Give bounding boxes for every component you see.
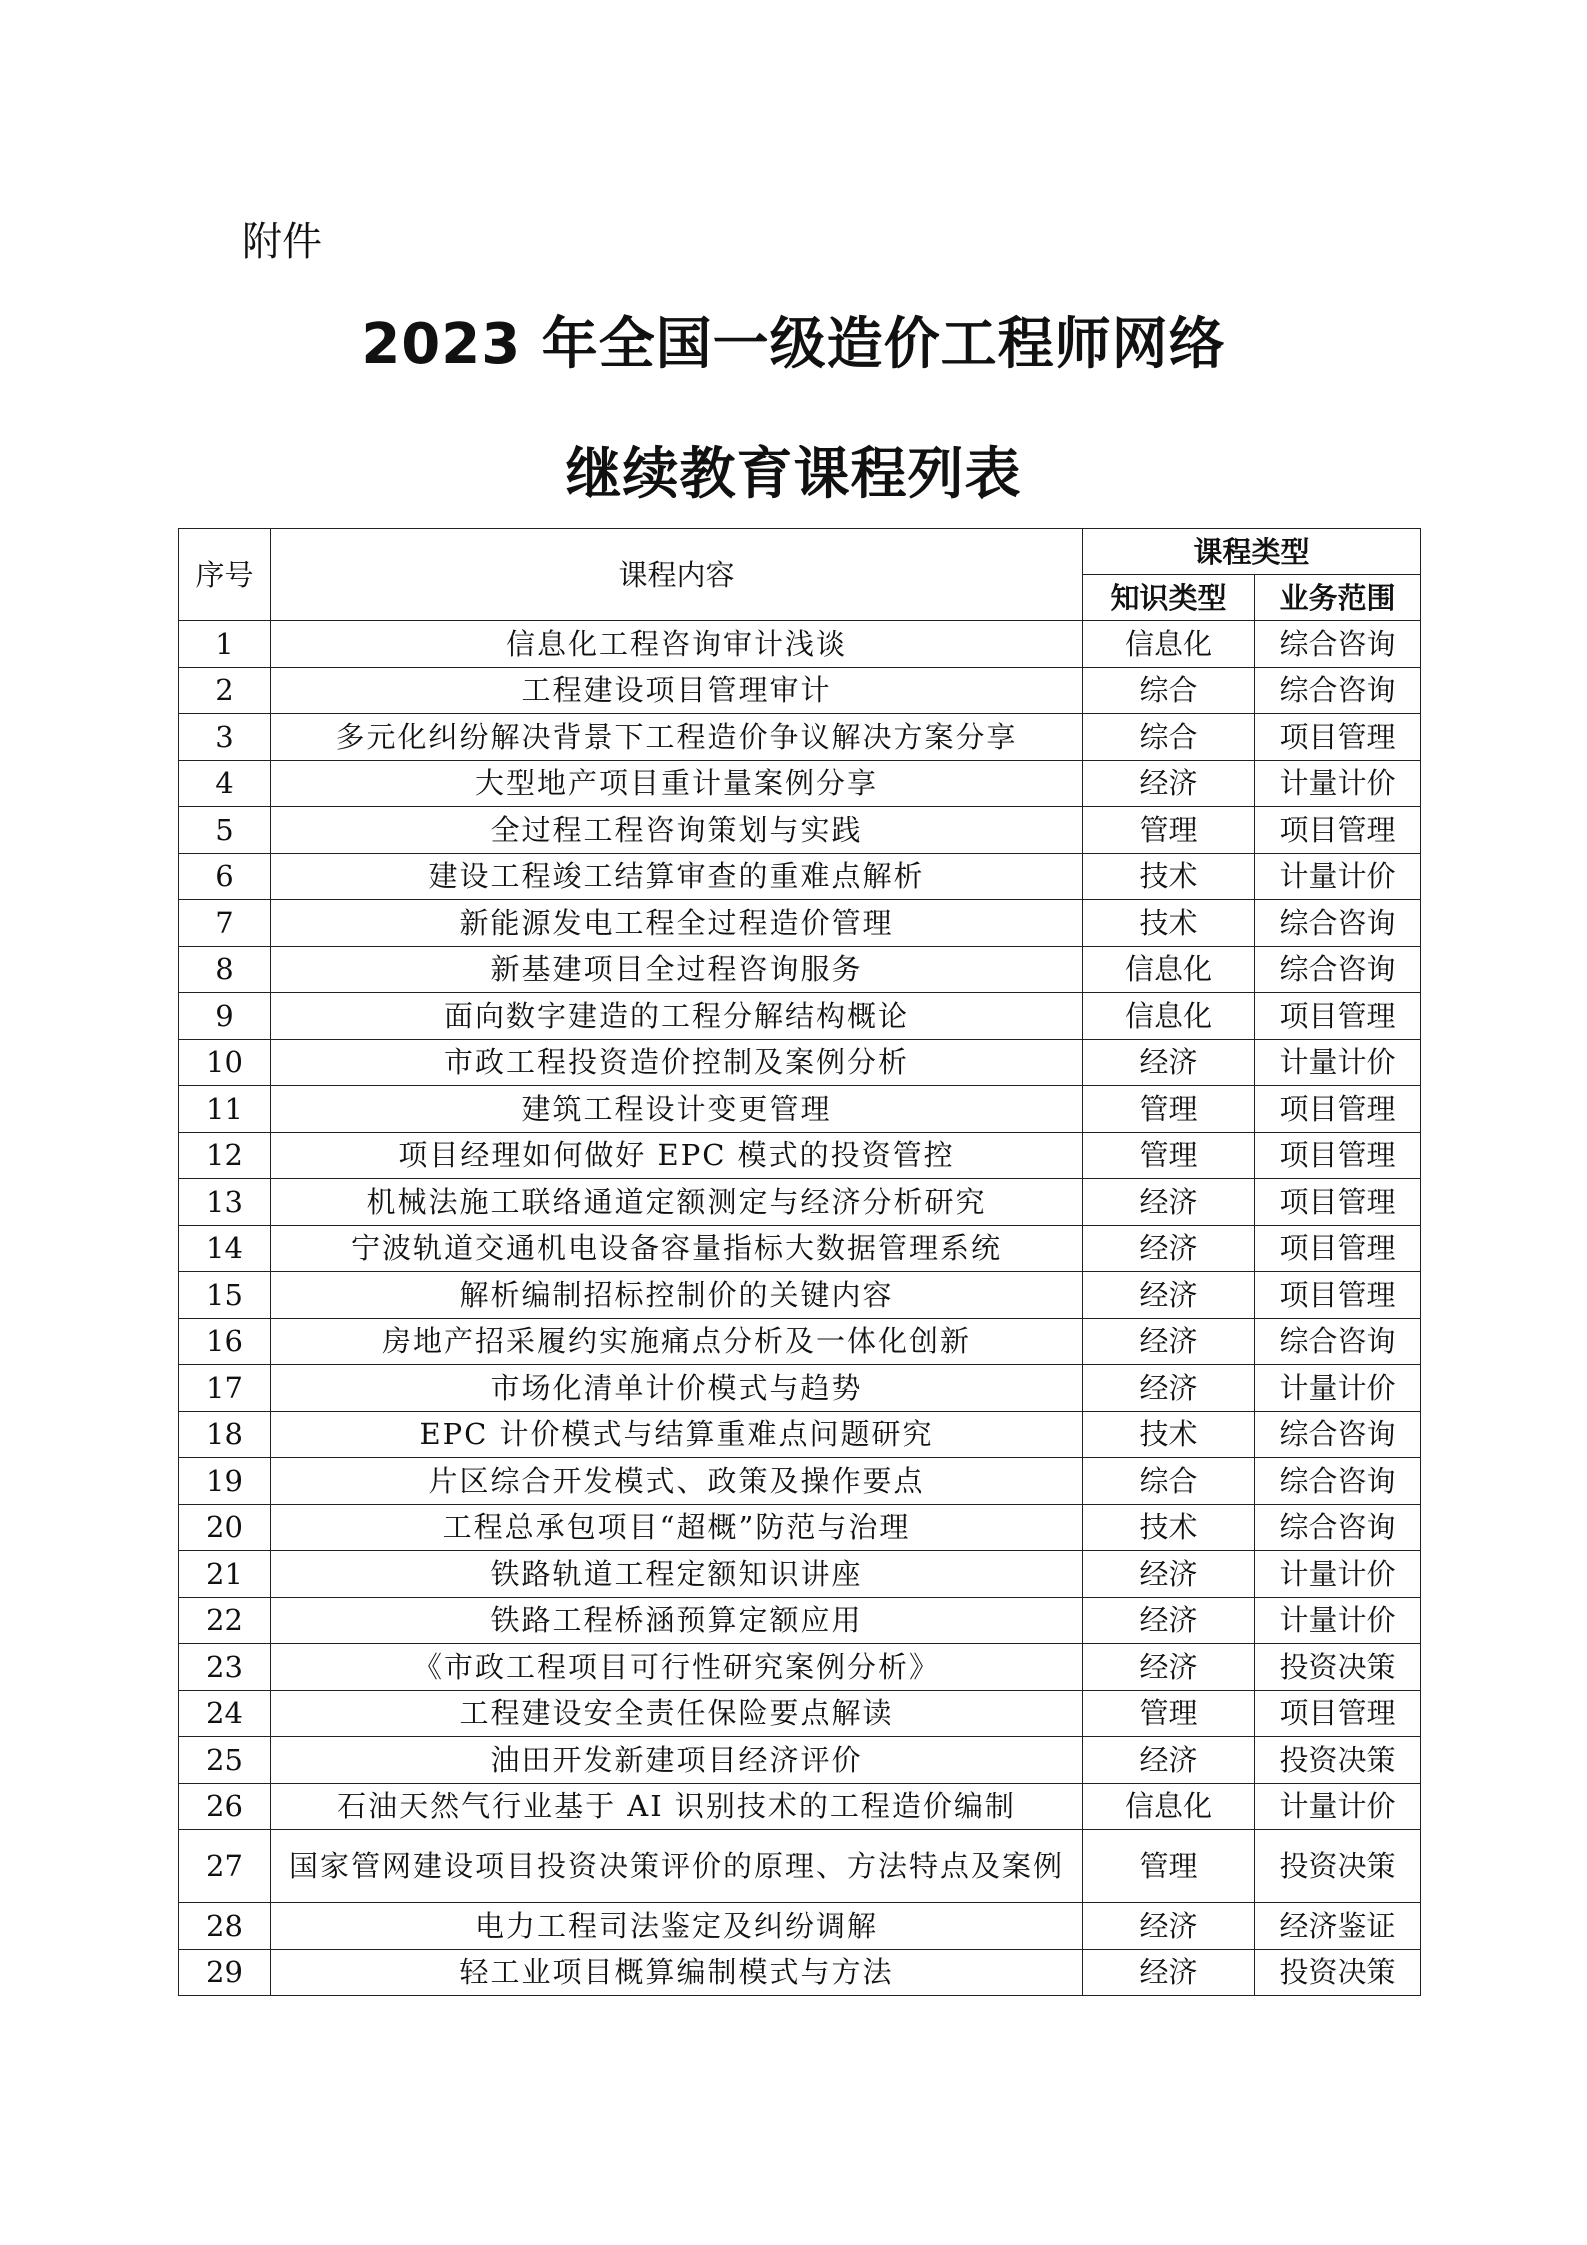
cell-course-name: 工程建设项目管理审计 bbox=[271, 667, 1083, 714]
course-table bbox=[178, 528, 1421, 1996]
header-course-type: 课程类型 bbox=[1083, 529, 1421, 575]
header-business-scope: 业务范围 bbox=[1255, 575, 1421, 621]
cell-index: 11 bbox=[179, 1086, 271, 1133]
table-body bbox=[179, 621, 1421, 1996]
cell-business-scope: 项目管理 bbox=[1255, 1690, 1421, 1737]
cell-business-scope: 综合咨询 bbox=[1255, 667, 1421, 714]
cell-business-scope: 综合咨询 bbox=[1255, 900, 1421, 947]
cell-business-scope: 投资决策 bbox=[1255, 1949, 1421, 1996]
table-row bbox=[179, 714, 1421, 761]
table-row bbox=[179, 1132, 1421, 1179]
cell-business-scope: 计量计价 bbox=[1255, 1551, 1421, 1598]
cell-business-scope: 综合咨询 bbox=[1255, 621, 1421, 668]
table-row bbox=[179, 1272, 1421, 1319]
cell-index: 22 bbox=[179, 1597, 271, 1644]
cell-business-scope: 投资决策 bbox=[1255, 1830, 1421, 1903]
cell-course-name: 信息化工程咨询审计浅谈 bbox=[271, 621, 1083, 668]
cell-course-name: 片区综合开发模式、政策及操作要点 bbox=[271, 1458, 1083, 1505]
cell-index: 15 bbox=[179, 1272, 271, 1319]
cell-business-scope: 计量计价 bbox=[1255, 1039, 1421, 1086]
cell-knowledge-type: 信息化 bbox=[1083, 1783, 1255, 1830]
cell-course-name: 多元化纠纷解决背景下工程造价争议解决方案分享 bbox=[271, 714, 1083, 761]
cell-business-scope: 投资决策 bbox=[1255, 1737, 1421, 1784]
cell-index: 25 bbox=[179, 1737, 271, 1784]
cell-course-name: 国家管网建设项目投资决策评价的原理、方法特点及案例 bbox=[271, 1830, 1083, 1903]
cell-knowledge-type: 经济 bbox=[1083, 1365, 1255, 1412]
table-row bbox=[179, 1179, 1421, 1226]
cell-knowledge-type: 管理 bbox=[1083, 807, 1255, 854]
cell-knowledge-type: 信息化 bbox=[1083, 993, 1255, 1040]
cell-business-scope: 经济鉴证 bbox=[1255, 1903, 1421, 1950]
cell-knowledge-type: 经济 bbox=[1083, 1272, 1255, 1319]
cell-index: 13 bbox=[179, 1179, 271, 1226]
cell-business-scope: 综合咨询 bbox=[1255, 1411, 1421, 1458]
table-row bbox=[179, 1504, 1421, 1551]
cell-index: 1 bbox=[179, 621, 271, 668]
table-row bbox=[179, 1551, 1421, 1598]
cell-knowledge-type: 经济 bbox=[1083, 1551, 1255, 1598]
cell-index: 21 bbox=[179, 1551, 271, 1598]
cell-business-scope: 项目管理 bbox=[1255, 1225, 1421, 1272]
table-row bbox=[179, 1949, 1421, 1996]
cell-knowledge-type: 经济 bbox=[1083, 760, 1255, 807]
document-title-line2: 继续教育课程列表 bbox=[565, 442, 1022, 507]
cell-course-name: 新能源发电工程全过程造价管理 bbox=[271, 900, 1083, 947]
cell-knowledge-type: 技术 bbox=[1083, 1504, 1255, 1551]
table-row bbox=[179, 1737, 1421, 1784]
cell-course-name: 机械法施工联络通道定额测定与经济分析研究 bbox=[271, 1179, 1083, 1226]
cell-business-scope: 项目管理 bbox=[1255, 807, 1421, 854]
table-row bbox=[179, 667, 1421, 714]
cell-knowledge-type: 管理 bbox=[1083, 1830, 1255, 1903]
cell-index: 18 bbox=[179, 1411, 271, 1458]
cell-business-scope: 综合咨询 bbox=[1255, 1318, 1421, 1365]
table-row bbox=[179, 1039, 1421, 1086]
table-row bbox=[179, 1318, 1421, 1365]
cell-business-scope: 计量计价 bbox=[1255, 1365, 1421, 1412]
cell-course-name: 新基建项目全过程咨询服务 bbox=[271, 946, 1083, 993]
table-row bbox=[179, 807, 1421, 854]
cell-knowledge-type: 经济 bbox=[1083, 1903, 1255, 1950]
cell-business-scope: 项目管理 bbox=[1255, 993, 1421, 1040]
table-row bbox=[179, 1086, 1421, 1133]
cell-index: 3 bbox=[179, 714, 271, 761]
cell-course-name: 工程总承包项目“超概”防范与治理 bbox=[271, 1504, 1083, 1551]
cell-knowledge-type: 管理 bbox=[1083, 1132, 1255, 1179]
table-row bbox=[179, 1365, 1421, 1412]
cell-knowledge-type: 经济 bbox=[1083, 1179, 1255, 1226]
document-title-line1: 2023 年全国一级造价工程师网络 bbox=[361, 312, 1226, 377]
cell-index: 17 bbox=[179, 1365, 271, 1412]
cell-course-name: 项目经理如何做好 EPC 模式的投资管控 bbox=[271, 1132, 1083, 1179]
cell-course-name: 油田开发新建项目经济评价 bbox=[271, 1737, 1083, 1784]
cell-business-scope: 投资决策 bbox=[1255, 1644, 1421, 1691]
cell-knowledge-type: 综合 bbox=[1083, 714, 1255, 761]
cell-business-scope: 项目管理 bbox=[1255, 714, 1421, 761]
cell-knowledge-type: 管理 bbox=[1083, 1086, 1255, 1133]
cell-knowledge-type: 综合 bbox=[1083, 1458, 1255, 1505]
cell-knowledge-type: 技术 bbox=[1083, 900, 1255, 947]
table-row bbox=[179, 1644, 1421, 1691]
cell-course-name: 房地产招采履约实施痛点分析及一体化创新 bbox=[271, 1318, 1083, 1365]
cell-index: 7 bbox=[179, 900, 271, 947]
cell-business-scope: 综合咨询 bbox=[1255, 1504, 1421, 1551]
cell-knowledge-type: 经济 bbox=[1083, 1597, 1255, 1644]
cell-course-name: 轻工业项目概算编制模式与方法 bbox=[271, 1949, 1083, 1996]
cell-course-name: 《市政工程项目可行性研究案例分析》 bbox=[271, 1644, 1083, 1691]
cell-index: 23 bbox=[179, 1644, 271, 1691]
attachment-label: 附件 bbox=[242, 219, 322, 265]
cell-business-scope: 综合咨询 bbox=[1255, 1458, 1421, 1505]
cell-index: 2 bbox=[179, 667, 271, 714]
table-row bbox=[179, 1690, 1421, 1737]
table-row bbox=[179, 1830, 1421, 1903]
cell-index: 4 bbox=[179, 760, 271, 807]
cell-business-scope: 项目管理 bbox=[1255, 1179, 1421, 1226]
table-row bbox=[179, 1411, 1421, 1458]
cell-course-name: 宁波轨道交通机电设备容量指标大数据管理系统 bbox=[271, 1225, 1083, 1272]
cell-index: 8 bbox=[179, 946, 271, 993]
table-row bbox=[179, 1225, 1421, 1272]
cell-knowledge-type: 经济 bbox=[1083, 1318, 1255, 1365]
cell-knowledge-type: 经济 bbox=[1083, 1644, 1255, 1691]
cell-knowledge-type: 经济 bbox=[1083, 1039, 1255, 1086]
cell-index: 10 bbox=[179, 1039, 271, 1086]
table-row bbox=[179, 1458, 1421, 1505]
cell-course-name: 建筑工程设计变更管理 bbox=[271, 1086, 1083, 1133]
cell-index: 16 bbox=[179, 1318, 271, 1365]
table-row bbox=[179, 1597, 1421, 1644]
cell-course-name: 面向数字建造的工程分解结构概论 bbox=[271, 993, 1083, 1040]
cell-index: 26 bbox=[179, 1783, 271, 1830]
cell-index: 6 bbox=[179, 853, 271, 900]
cell-knowledge-type: 经济 bbox=[1083, 1225, 1255, 1272]
header-index: 序号 bbox=[179, 529, 271, 621]
table-row bbox=[179, 946, 1421, 993]
cell-course-name: 工程建设安全责任保险要点解读 bbox=[271, 1690, 1083, 1737]
cell-business-scope: 计量计价 bbox=[1255, 853, 1421, 900]
cell-course-name: 电力工程司法鉴定及纠纷调解 bbox=[271, 1903, 1083, 1950]
table-row bbox=[179, 1783, 1421, 1830]
cell-course-name: EPC 计价模式与结算重难点问题研究 bbox=[271, 1411, 1083, 1458]
cell-index: 14 bbox=[179, 1225, 271, 1272]
table-row bbox=[179, 621, 1421, 668]
cell-index: 20 bbox=[179, 1504, 271, 1551]
cell-index: 24 bbox=[179, 1690, 271, 1737]
cell-knowledge-type: 管理 bbox=[1083, 1690, 1255, 1737]
cell-index: 27 bbox=[179, 1830, 271, 1903]
cell-course-name: 解析编制招标控制价的关键内容 bbox=[271, 1272, 1083, 1319]
cell-business-scope: 综合咨询 bbox=[1255, 946, 1421, 993]
cell-knowledge-type: 综合 bbox=[1083, 667, 1255, 714]
cell-knowledge-type: 技术 bbox=[1083, 853, 1255, 900]
cell-knowledge-type: 技术 bbox=[1083, 1411, 1255, 1458]
cell-knowledge-type: 经济 bbox=[1083, 1737, 1255, 1784]
cell-course-name: 铁路工程桥涵预算定额应用 bbox=[271, 1597, 1083, 1644]
cell-course-name: 市政工程投资造价控制及案例分析 bbox=[271, 1039, 1083, 1086]
cell-index: 19 bbox=[179, 1458, 271, 1505]
table-row bbox=[179, 900, 1421, 947]
cell-business-scope: 计量计价 bbox=[1255, 760, 1421, 807]
cell-business-scope: 计量计价 bbox=[1255, 1597, 1421, 1644]
cell-course-name: 建设工程竣工结算审查的重难点解析 bbox=[271, 853, 1083, 900]
header-content: 课程内容 bbox=[271, 529, 1083, 621]
cell-business-scope: 项目管理 bbox=[1255, 1272, 1421, 1319]
cell-business-scope: 计量计价 bbox=[1255, 1783, 1421, 1830]
table-row bbox=[179, 853, 1421, 900]
cell-business-scope: 项目管理 bbox=[1255, 1132, 1421, 1179]
cell-knowledge-type: 信息化 bbox=[1083, 946, 1255, 993]
cell-knowledge-type: 信息化 bbox=[1083, 621, 1255, 668]
header-knowledge-type: 知识类型 bbox=[1083, 575, 1255, 621]
cell-course-name: 大型地产项目重计量案例分享 bbox=[271, 760, 1083, 807]
cell-index: 5 bbox=[179, 807, 271, 854]
table-row bbox=[179, 1903, 1421, 1950]
cell-course-name: 石油天然气行业基于 AI 识别技术的工程造价编制 bbox=[271, 1783, 1083, 1830]
cell-index: 9 bbox=[179, 993, 271, 1040]
cell-index: 29 bbox=[179, 1949, 271, 1996]
cell-index: 28 bbox=[179, 1903, 271, 1950]
table-row bbox=[179, 760, 1421, 807]
cell-course-name: 市场化清单计价模式与趋势 bbox=[271, 1365, 1083, 1412]
cell-course-name: 全过程工程咨询策划与实践 bbox=[271, 807, 1083, 854]
cell-course-name: 铁路轨道工程定额知识讲座 bbox=[271, 1551, 1083, 1598]
cell-business-scope: 项目管理 bbox=[1255, 1086, 1421, 1133]
cell-index: 12 bbox=[179, 1132, 271, 1179]
cell-knowledge-type: 经济 bbox=[1083, 1949, 1255, 1996]
table-row bbox=[179, 993, 1421, 1040]
